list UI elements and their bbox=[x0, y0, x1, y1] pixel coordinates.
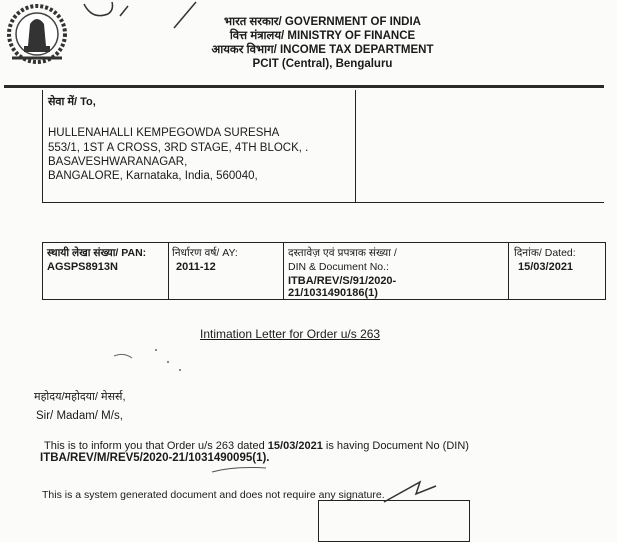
date-label: दिनांक/ Dated: bbox=[514, 247, 576, 259]
doc-value-1: ITBA/REV/S/91/2020- bbox=[288, 275, 397, 287]
body-din: ITBA/REV/M/REV5/2020-21/1031490095(1). bbox=[40, 452, 270, 464]
pan-label: स्थायी लेखा संख्या/ PAN: bbox=[47, 247, 147, 259]
scan-specks bbox=[110, 340, 200, 380]
info-divider-1 bbox=[168, 242, 169, 299]
header-line-government: भारत सरकार/ GOVERNMENT OF INDIA bbox=[224, 16, 421, 28]
address-line-2: BASAVESHWARANAGAR, bbox=[48, 156, 188, 168]
signature-stroke bbox=[380, 478, 440, 508]
header-line-office: PCIT (Central), Bengaluru bbox=[252, 58, 393, 70]
ay-value: 2011-12 bbox=[176, 261, 216, 273]
pen-stroke bbox=[210, 462, 270, 476]
address-line-1: 553/1, 1ST A CROSS, 3RD STAGE, 4TH BLOCK, . bbox=[48, 142, 309, 154]
body-order-date: 15/03/2021 bbox=[267, 440, 323, 452]
doc-label-2: DIN & Document No.: bbox=[288, 261, 389, 273]
body-text-b: is having Document No (DIN) bbox=[322, 440, 469, 452]
address-line-3: BANGALORE, Karnataka, India, 560040, bbox=[48, 170, 258, 182]
to-label: सेवा में/ To, bbox=[48, 96, 96, 108]
address-box-right bbox=[354, 90, 604, 203]
body-text-a: This is to inform you that Order u/s 263 dated bbox=[44, 440, 268, 452]
subject-title: Intimation Letter for Order u/s 263 bbox=[200, 327, 381, 341]
doc-value-2: 21/1031490186(1) bbox=[288, 287, 378, 299]
header-rule bbox=[4, 85, 604, 88]
salutation-english: Sir/ Madam/ M/s, bbox=[36, 410, 123, 422]
salutation-hindi: महोदय/महोदया/ मेसर्स, bbox=[34, 391, 126, 403]
ay-label: निर्धारण वर्ष/ AY: bbox=[172, 247, 238, 259]
header-line-department: आयकर विभाग/ INCOME TAX DEPARTMENT bbox=[211, 44, 434, 56]
doc-label-1: दस्तावेज़ एवं प्रपत्राक संख्या / bbox=[288, 247, 397, 259]
addressee-name: HULLENAHALLI KEMPEGOWDA SURESHA bbox=[48, 127, 280, 139]
footer-note: This is a system generated document and does not require any signature. bbox=[42, 489, 385, 501]
info-divider-3 bbox=[508, 242, 509, 299]
info-divider-2 bbox=[283, 242, 284, 299]
header-line-ministry: वित्त मंत्रालय/ MINISTRY OF FINANCE bbox=[229, 30, 416, 42]
pan-value: AGSPS8913N bbox=[47, 261, 118, 273]
date-value: 15/03/2021 bbox=[518, 261, 574, 273]
